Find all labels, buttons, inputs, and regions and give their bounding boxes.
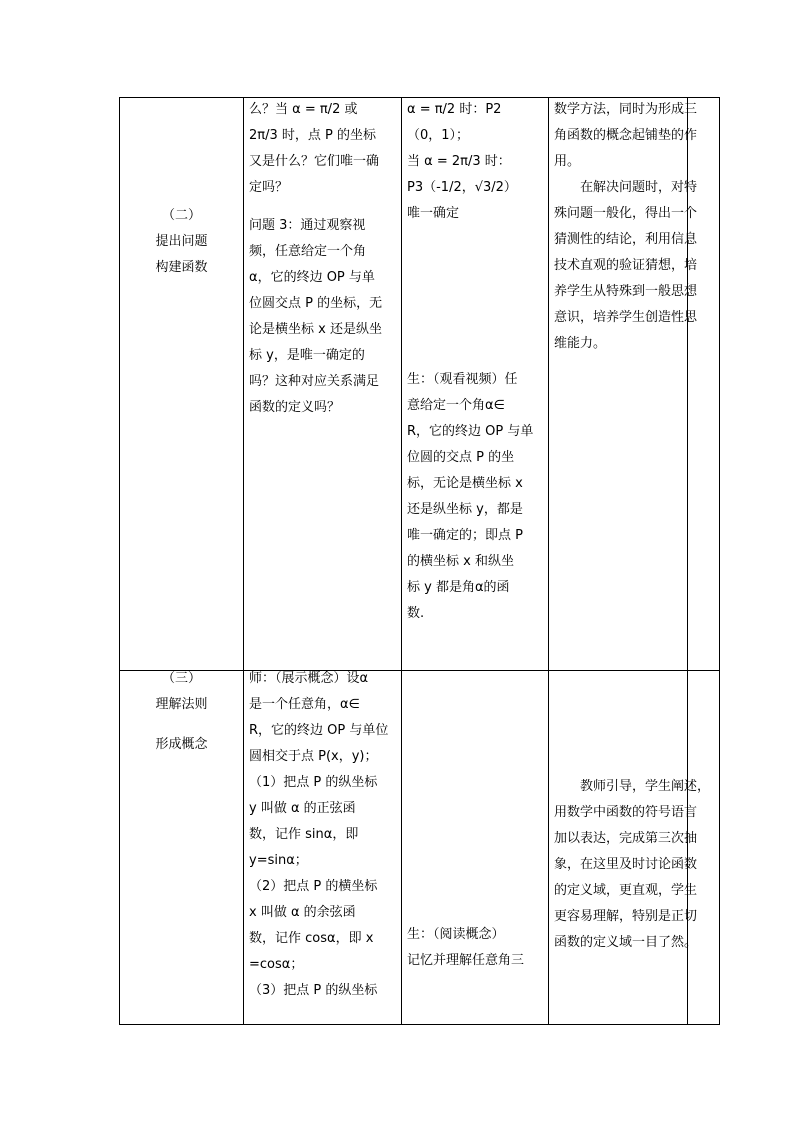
text-line: 意给定一个角α∈ — [407, 398, 505, 413]
text-line: 的横坐标 x 和纵坐 — [407, 554, 514, 569]
text-line: 圆相交于点 P(x，y)； — [249, 749, 378, 764]
text-line: 问题 3：通过观察视 — [249, 218, 366, 233]
student-activity-cell — [407, 922, 548, 974]
text-line: 还是纵坐标 y，都是 — [407, 502, 523, 517]
text-line: y 叫做 α 的正弦函 — [249, 801, 356, 816]
text-line: 当 α = 2π/3 时： — [407, 154, 511, 169]
text-line: （3）把点 P 的纵坐标 — [249, 983, 378, 998]
text-line: 教师引导，学生阐述， — [554, 779, 711, 794]
text-line: 定吗？ — [249, 180, 289, 195]
text-line: 唯一确定 — [407, 206, 460, 221]
text-line: （2）把点 P 的横坐标 — [249, 879, 378, 894]
stage-cell — [120, 203, 243, 281]
text-line: 猜测性的结论，利用信息 — [554, 232, 698, 247]
teacher-activity-cell — [249, 666, 401, 1004]
text-line: 么？当 α = π/2 或 — [249, 102, 358, 117]
text-line: 的定义域，更直观，学生 — [554, 883, 698, 898]
table-column-divider — [243, 97, 244, 1025]
text-line: 数，记作 sinα，即 — [249, 827, 359, 842]
text-line: 标 y 都是角α的函 — [407, 580, 510, 595]
text-line: 记忆并理解任意角三 — [407, 953, 525, 968]
text-line: 用数学中函数的符号语言 — [554, 805, 698, 820]
text-line: 师：（展示概念）设α — [249, 671, 369, 686]
text-line: 生：（阅读概念） — [407, 927, 505, 942]
text-line: 象，在这里及时讨论函数 — [554, 857, 698, 872]
text-line: R，它的终边 OP 与单 — [407, 424, 534, 439]
teacher-activity-cell — [249, 97, 401, 421]
text-line: 意识，培养学生创造性思 — [554, 310, 698, 325]
paragraph-gap — [249, 201, 401, 213]
table-column-divider — [548, 97, 549, 1025]
text-line: 位圆交点 P 的坐标，无 — [249, 296, 383, 311]
text-line: 在解决问题时，对特 — [554, 180, 698, 195]
design-intent-cell — [554, 97, 719, 357]
paragraph-gap — [120, 718, 243, 732]
text-line: 是一个任意角，α∈ — [249, 697, 360, 712]
text-line: 2π/3 时，点 P 的坐标 — [249, 128, 376, 143]
text-line: 唯一确定的；即点 P — [407, 528, 523, 543]
text-line: 用。 — [554, 154, 581, 169]
table-column-divider — [401, 97, 402, 1025]
text-line: 加以表达，完成第三次抽 — [554, 831, 698, 846]
text-line: 数. — [407, 606, 425, 621]
text-line: 数学方法，同时为形成三 — [554, 102, 698, 117]
student-activity-cell — [407, 367, 548, 627]
text-line: （0，1）； — [407, 128, 470, 143]
text-line: 论是横坐标 x 还是纵坐 — [249, 322, 382, 337]
text-line: 生：（观看视频）任 — [407, 372, 518, 387]
text-line: 频，任意给定一个角 — [249, 244, 367, 259]
stage-number: （二） — [161, 208, 201, 223]
stage-title-line: 形成概念 — [155, 737, 208, 752]
text-line: P3（-1/2，√3/2） — [407, 180, 517, 195]
text-line: 更容易理解，特别是正切 — [554, 909, 698, 924]
text-line: 技术直观的验证猜想，培 — [554, 258, 698, 273]
text-line: 吗？这种对应关系满足 — [249, 374, 380, 389]
text-line: 殊问题一般化，得出一个 — [554, 206, 698, 221]
table-bottom-border — [119, 1024, 720, 1025]
text-line: （1）把点 P 的纵坐标 — [249, 775, 378, 790]
stage-title-line: 构建函数 — [155, 260, 208, 275]
text-line: 数，记作 cosα，即 x — [249, 931, 374, 946]
text-line: R，它的终边 OP 与单位 — [249, 723, 389, 738]
text-line: α = π/2 时：P2 — [407, 102, 502, 117]
text-line: 标，无论是横坐标 x — [407, 476, 523, 491]
text-line: 角函数的概念起铺垫的作 — [554, 128, 698, 143]
text-line: =cosα； — [249, 957, 304, 972]
stage-title-line: 理解法则 — [155, 697, 208, 712]
text-line: x 叫做 α 的余弦函 — [249, 905, 356, 920]
table-right-border — [719, 97, 720, 1025]
text-line: 函数的定义吗？ — [249, 400, 341, 415]
text-line: y=sinα； — [249, 853, 308, 868]
stage-cell — [120, 666, 243, 758]
text-line: 标 y，是唯一确定的 — [249, 348, 365, 363]
text-line: 函数的定义域一目了然。 — [554, 935, 698, 950]
text-line: 又是什么？它们唯一确 — [249, 154, 380, 169]
text-line: 养学生从特殊到一般思想 — [554, 284, 698, 299]
student-activity-cell — [407, 97, 548, 227]
design-intent-cell — [554, 774, 719, 956]
stage-title-line: 提出问题 — [155, 234, 208, 249]
stage-number: （三） — [161, 671, 201, 686]
text-line: α，它的终边 OP 与单 — [249, 270, 375, 285]
text-line: 维能力。 — [554, 336, 607, 351]
text-line: 位圆的交点 P 的坐 — [407, 450, 515, 465]
